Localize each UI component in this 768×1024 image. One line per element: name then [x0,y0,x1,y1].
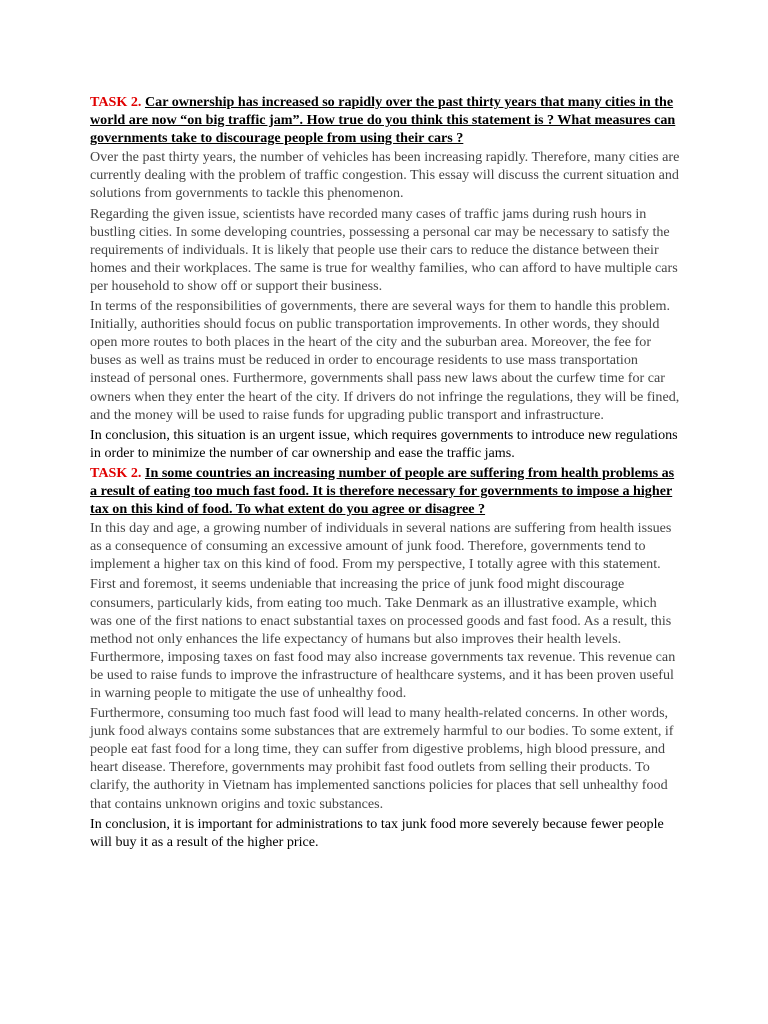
essay-paragraph: In terms of the responsibilities of governments, there are several ways for them to handle this problem. Initially, authorities should focus on public transportation improvements. In other words, they should open more routes to both places in the heart of the city and the suburban area. Moreover, the fee for buses as well as trains must be reduced in order to encourage residents to use mass transportation instead of personal ones. Furthermore, governments shall pass new laws about the curfew time for car owners when they enter the heart of the city. If drivers do not infringe the regulations, they will be fined, and the money will be used to raise funds for upgrading public transport and infrastructure. [90,298,680,423]
task-prompt: Car ownership has increased so rapidly over the past thirty years that many cities in the world are now “on big traffic jam”. How true do you think this statement is ? What measures can governments take to discourage people from using their cars ? [90,94,676,147]
essay-paragraph: First and foremost, it seems undeniable that increasing the price of junk food might discourage consumers, particularly kids, from eating too much. Take Denmark as an illustrative example, which was one of the first nations to enact substantial taxes on processed goods and fast food. As a result, this method not only enhances the life expectancy of humans but also improves their health levels. Furthermore, imposing taxes on fast food may also increase governments tax revenue. This revenue can be used to raise funds to improve the infrastructure of healthcare systems, and it has been proven useful in warning people to mitigate the use of unhealthy food. [90,576,676,701]
essay-2 [90,464,680,851]
essay-conclusion: In conclusion, this situation is an urgent issue, which requires governments to introduce new regulations in order to minimize the number of car ownership and ease the traffic jams. [90,426,678,461]
task-heading [90,93,680,147]
essay-conclusion: In conclusion, it is important for administrations to tax junk food more severely because fewer people will buy it as a result of the higher price. [90,815,664,850]
task-label: TASK 2. [90,464,142,481]
document-page [90,93,680,853]
essay-1 [90,93,680,462]
essay-paragraph: Regarding the given issue, scientists have recorded many cases of traffic jams during rush hours in bustling cities. In some developing countries, possessing a personal car may be necessary to satisfy the requirements of individuals. It is likely that people use their cars to reduce the distance between their homes and their workplaces. The same is true for wealthy families, who can afford to have multiple cars per household to show off or support their business. [90,205,678,294]
task-prompt: In some countries an increasing number of people are suffering from health problems as a result of eating too much fast food. It is therefore necessary for governments to impose a higher tax on this kind of food. To what extent do you agree or disagree ? [90,464,675,518]
essay-paragraph: Furthermore, consuming too much fast food will lead to many health-related concerns. In other words, junk food always contains some substances that are extremely harmful to our bodies. To some extent, if people eat fast food for a long time, they can suffer from digestive problems, high blood pressure, and heart disease. Therefore, governments may prohibit fast food outlets from selling their products. To clarify, the authority in Vietnam has implemented sanctions policies for places that sell unhealthy food that contains unknown origins and toxic substances. [90,705,674,812]
task-heading [90,464,680,518]
essay-paragraph: In this day and age, a growing number of individuals in several nations are suffering from health issues as a consequence of consuming an excessive amount of junk food. Therefore, governments tend to implement a higher tax on this kind of food. From my perspective, I totally agree with this statement. [90,520,672,573]
task-label: TASK 2. [90,94,142,110]
essay-paragraph: Over the past thirty years, the number of vehicles has been increasing rapidly. Therefore, many cities are currently dealing with the problem of traffic congestion. This essay will discuss the current situation and solutions from governments to tackle this phenomenon. [90,149,680,202]
